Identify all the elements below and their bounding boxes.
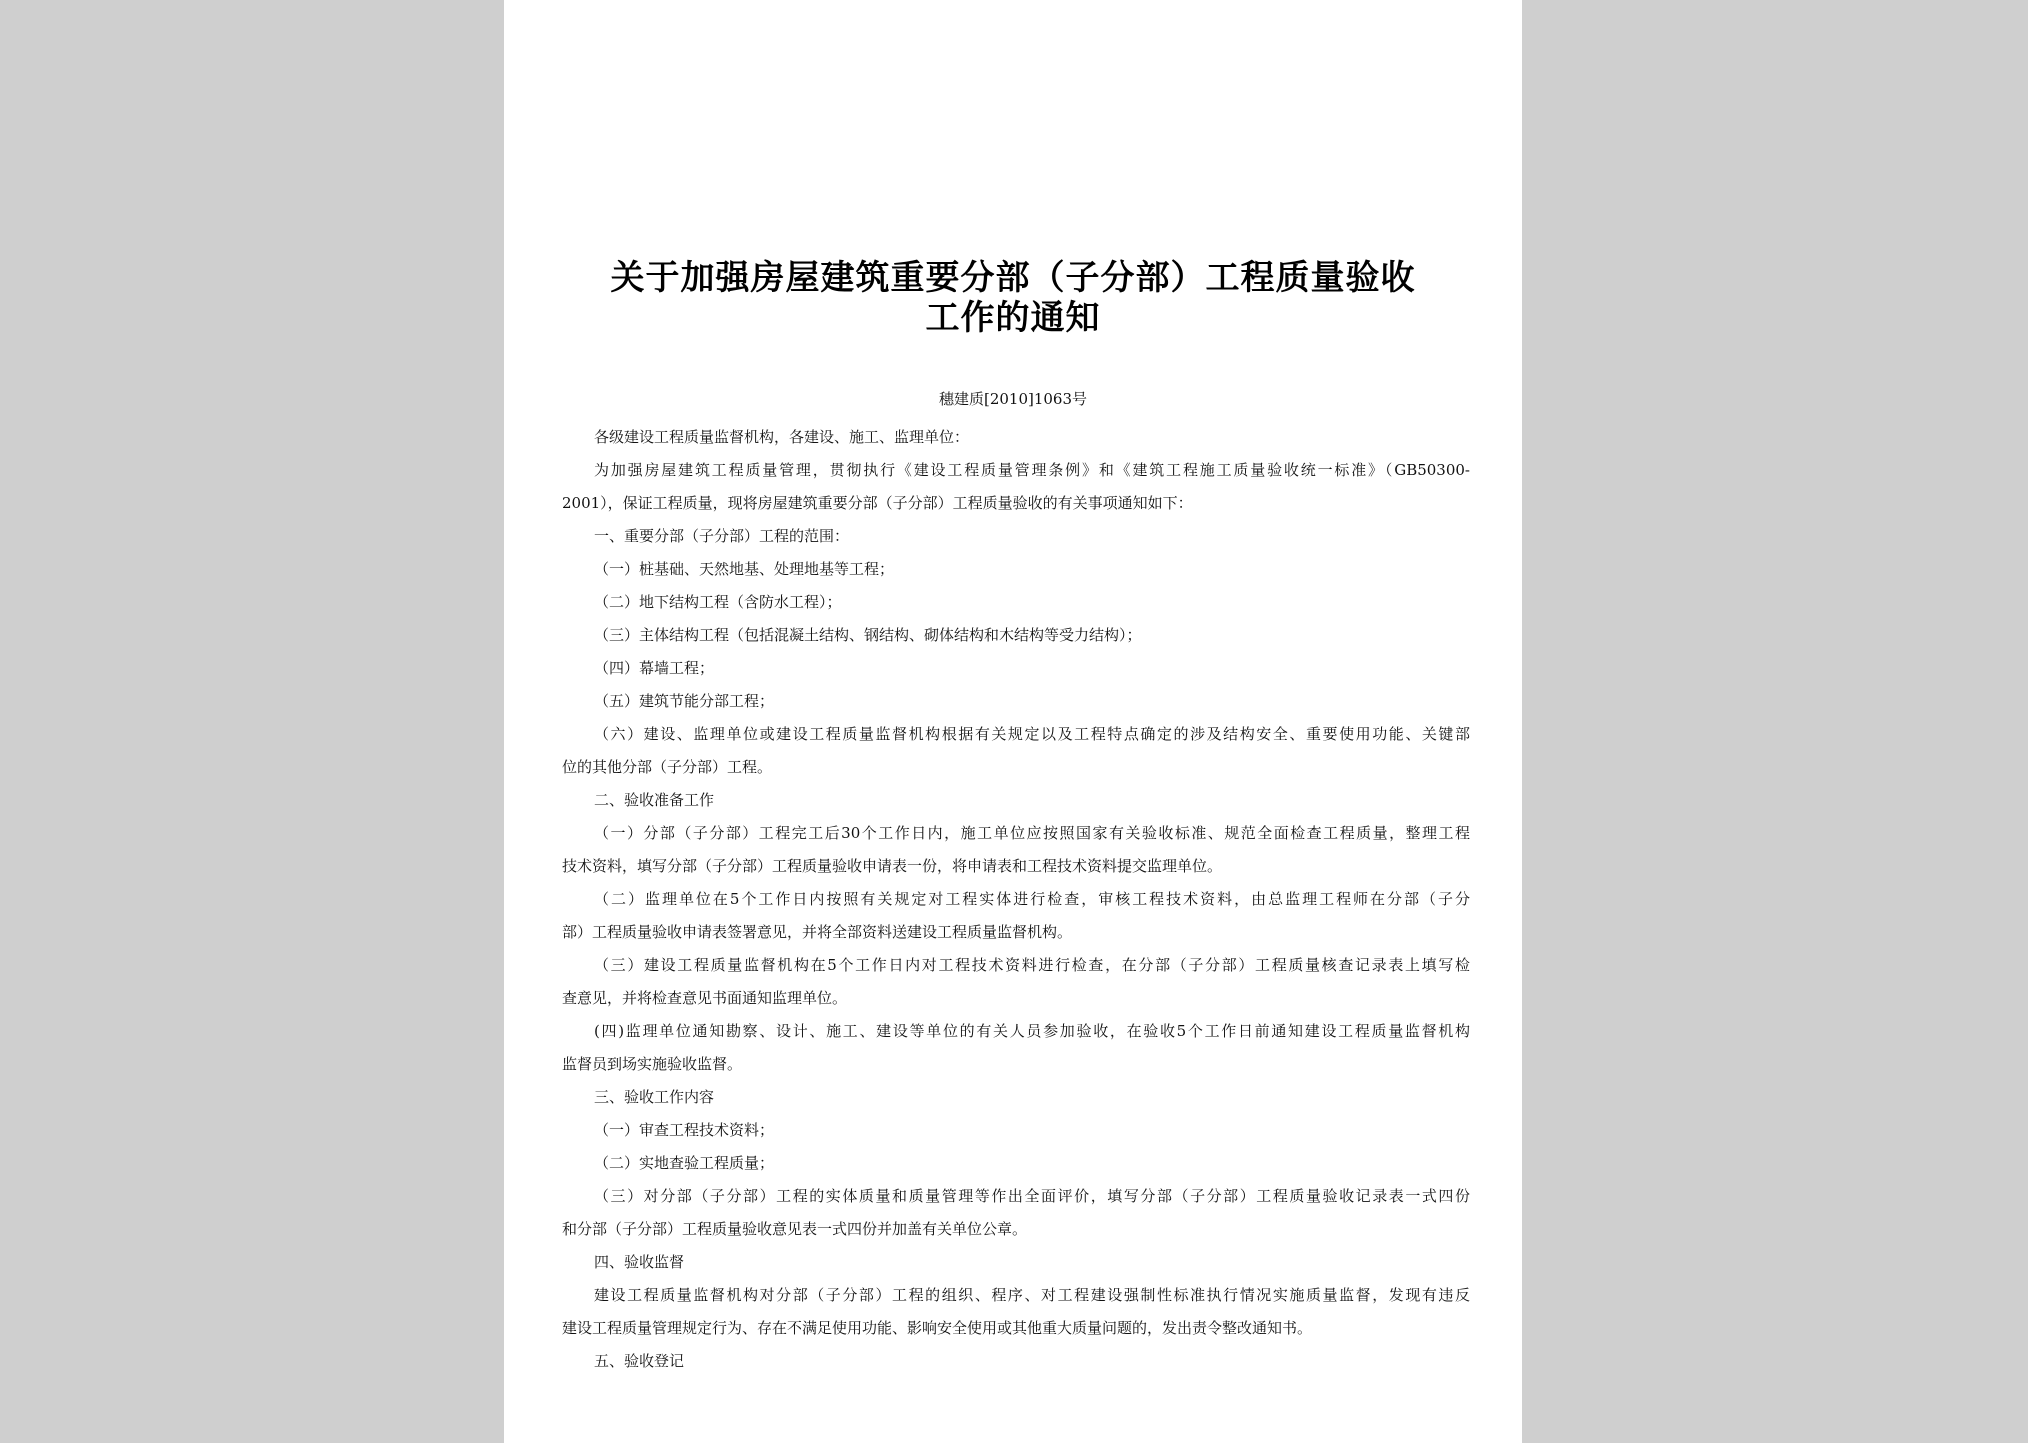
document-number: 穗建质[2010]1063号 xyxy=(938,390,1088,408)
paragraph-line: （一）审查工程技术资料； xyxy=(594,1121,775,1139)
paragraph-line: 各级建设工程质量监督机构，各建设、施工、监理单位： xyxy=(594,428,970,446)
paragraph-line: 为加强房屋建筑工程质量管理，贯彻执行《建设工程质量管理条例》和《建筑工程施工质量验收统一标准》（GB50300- xyxy=(594,461,1470,479)
paragraph-line: 位的其他分部（子分部）工程。 xyxy=(562,758,773,776)
section-heading: 五、验收登记 xyxy=(594,1352,685,1370)
paragraph-line: （三）主体结构工程（包括混凝土结构、钢结构、砌体结构和木结构等受力结构）； xyxy=(594,626,1142,644)
paragraph-line: （六）建设、监理单位或建设工程质量监督机构根据有关规定以及工程特点确定的涉及结构安全、重要使用功能、关键部 xyxy=(594,725,1470,743)
paragraph-line: (四)监理单位通知勘察、设计、施工、建设等单位的有关人员参加验收，在验收5个工作日前通知建设工程质量监督机构 xyxy=(594,1022,1470,1040)
paragraph-line: 建设工程质量管理规定行为、存在不满足使用功能、影响安全使用或其他重大质量问题的，发出责令整改通知书。 xyxy=(562,1319,1313,1337)
section-heading: 二、验收准备工作 xyxy=(594,791,715,809)
paragraph-line: （四）幕墙工程； xyxy=(594,659,715,677)
paragraph-line: 部）工程质量验收申请表签署意见，并将全部资料送建设工程质量监督机构。 xyxy=(562,923,1073,941)
document-page xyxy=(504,0,1522,1443)
section-heading: 三、验收工作内容 xyxy=(594,1088,715,1106)
paragraph-line: （二）实地查验工程质量； xyxy=(594,1154,775,1172)
section-heading: 一、重要分部（子分部）工程的范围： xyxy=(594,527,850,545)
document-body xyxy=(562,421,1470,1378)
paragraph-line: （五）建筑节能分部工程； xyxy=(594,692,775,710)
paragraph-line: （一）分部（子分部）工程完工后30个工作日内，施工单位应按照国家有关验收标准、规范全面检查工程质量，整理工程 xyxy=(594,824,1470,842)
paragraph-line: （三）对分部（子分部）工程的实体质量和质量管理等作出全面评价，填写分部（子分部）工程质量验收记录表一式四份 xyxy=(594,1187,1470,1205)
paragraph-line: 监督员到场实施验收监督。 xyxy=(562,1055,743,1073)
paragraph-line: 技术资料，填写分部（子分部）工程质量验收申请表一份，将申请表和工程技术资料提交监理单位。 xyxy=(562,857,1223,875)
paragraph-line: （一）桩基础、天然地基、处理地基等工程； xyxy=(594,560,895,578)
paragraph-line: 查意见，并将检查意见书面通知监理单位。 xyxy=(562,989,848,1007)
paragraph-line: 2001），保证工程质量，现将房屋建筑重要分部（子分部）工程质量验收的有关事项通知如下： xyxy=(562,494,1193,512)
section-heading: 四、验收监督 xyxy=(594,1253,685,1271)
document-title xyxy=(504,258,1522,338)
paragraph-line: （二）地下结构工程（含防水工程）； xyxy=(594,593,842,611)
paragraph-line: （三）建设工程质量监督机构在5个工作日内对工程技术资料进行检查，在分部（子分部）工程质量核查记录表上填写检 xyxy=(594,956,1470,974)
document-title-line-2: 工作的通知 xyxy=(925,298,1101,338)
paragraph-line: 建设工程质量监督机构对分部（子分部）工程的组织、程序、对工程建设强制性标准执行情况实施质量监督，发现有违反 xyxy=(594,1286,1470,1304)
document-title-line-1: 关于加强房屋建筑重要分部（子分部）工程质量验收 xyxy=(610,258,1416,298)
paragraph-line: 和分部（子分部）工程质量验收意见表一式四份并加盖有关单位公章。 xyxy=(562,1220,1028,1238)
paragraph-line: （二）监理单位在5个工作日内按照有关规定对工程实体进行检查，审核工程技术资料，由总监理工程师在分部（子分 xyxy=(594,890,1470,908)
